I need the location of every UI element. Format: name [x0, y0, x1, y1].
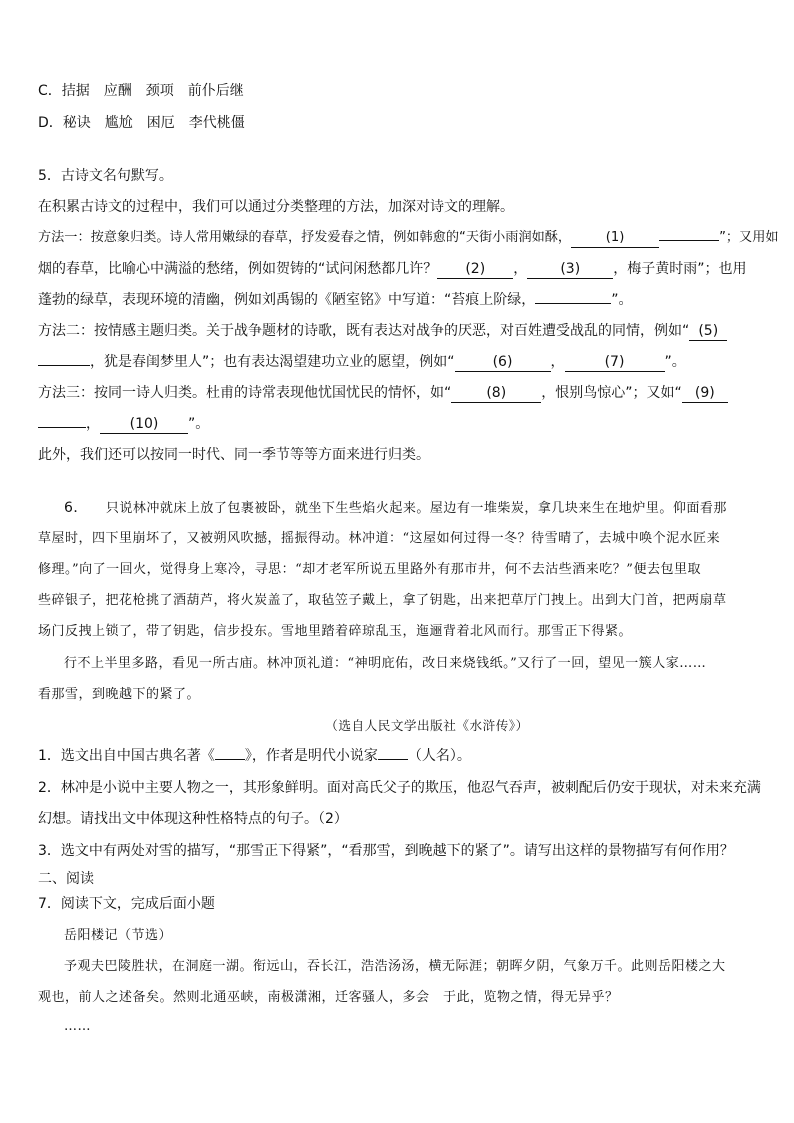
q6-para1-line1	[64, 497, 727, 520]
q5-method2-text-a: 方法二：按情感主题归类。关于战争题材的诗歌，既有表达对战争的厌恶，对百姓遭受战乱的同情，例如“	[38, 323, 690, 339]
blank-8-label: (8)	[486, 385, 507, 401]
q5-method1-text-e: 蓬勃的绿草，表现环境的清幽，例如刘禹锡的《陋室铭》中写道：“苔痕上阶绿，	[38, 292, 536, 308]
q6-number: 6．	[64, 500, 88, 516]
q5-method3-text-b: ，恨别鸟惊心”；又如“	[541, 385, 682, 401]
q5-method2-line2: ，犹是春闺梦里人”；也有表达渴望建功立业的愿望，例如“ (6) ， (7) ”。	[38, 351, 686, 373]
q5-method1-text-a: 方法一：按意象归类。诗人常用嫩绿的春草，抒发爱春之情，例如韩愈的“天街小雨润如酥，	[38, 230, 572, 245]
blank-10-label: (10)	[129, 416, 159, 432]
q7-title: 7．阅读下文，完成后面小题	[38, 896, 215, 912]
q5-method1-line1	[38, 227, 779, 249]
blank-5-cont[interactable]	[38, 365, 90, 366]
blank-5-label: (5)	[698, 323, 719, 339]
q6-para1-line3: 修理。”向了一回火，觉得身上寒冷，寻思：“却才老军所说五里路外有那市井，何不去沽些酒来吃？”便去包里取	[38, 562, 701, 577]
q5-method1-line3	[38, 289, 633, 311]
q6-question2-line1: 2．林冲是小说中主要人物之一，其形象鲜明。面对高氏父子的欺压，他忍气吞声，被刺配后仍安于现状，对未来充满	[38, 780, 761, 796]
blank-9-label: (9)	[694, 385, 715, 401]
q6-para1-line5: 场门反拽上锁了，带了钥匙，信步投东。雪地里踏着碎琼乱玉，迤逦背着北风而行。那雪正下得紧。	[38, 624, 633, 639]
q5-method3-line2: ， (10) ”。	[38, 413, 209, 435]
blank-6-label: (6)	[492, 354, 513, 370]
q7-ellipsis: ……	[64, 1019, 91, 1034]
blank-6[interactable]	[455, 353, 551, 372]
q5-method1-line2: 烟的春草，比喻心中满溢的愁绪，例如贺铸的“试问闲愁都几许？ (2) ， (3) ，梅子黄时雨”；也用	[38, 261, 747, 277]
q5-method1-text-c: 烟的春草，比喻心中满溢的愁绪，例如贺铸的“试问闲愁都几许？	[38, 261, 438, 277]
q5-title: 5．古诗文名句默写。	[38, 168, 173, 184]
blank-1-ext[interactable]	[659, 240, 719, 241]
blank-3-label: (3)	[560, 261, 581, 277]
blank-10[interactable]	[100, 415, 188, 434]
blank-1[interactable]	[571, 229, 659, 248]
blank-3[interactable]	[527, 260, 613, 279]
section2-heading: 二、阅读	[38, 871, 94, 887]
q5-method2-line1	[38, 320, 727, 342]
q6-q1-text-a: 1．选文出自中国古典名著《	[38, 748, 215, 764]
blank-9-cont[interactable]	[38, 427, 86, 428]
q4-option-c: C．拮据 应酬 颈项 前仆后继	[38, 83, 244, 99]
blank-5[interactable]	[689, 322, 727, 341]
q5-intro: 在积累古诗文的过程中，我们可以通过分类整理的方法，加深对诗文的理解。	[38, 199, 514, 215]
q7-subtitle: 岳阳楼记（节选）	[64, 928, 173, 943]
q6-q1-text-b: 》，作者是明代小说家	[244, 748, 378, 764]
q5-method3-line1	[38, 382, 728, 404]
q6-q1-text-c: （人名）。	[407, 748, 471, 764]
q6-question2-line2: 幻想。请找出文中体现这种性格特点的句子。（2）	[38, 811, 348, 827]
blank-8[interactable]	[451, 384, 541, 403]
q6-source: （选自人民文学出版社《水浒传》）	[325, 718, 529, 733]
q7-text-line1: 予观夫巴陵胜状，在洞庭一湖。衔远山，吞长江，浩浩汤汤，横无际涯；朝晖夕阴，气象万千。此则岳阳楼之大	[64, 959, 726, 974]
q5-method3-text-c: ”。	[188, 416, 210, 432]
q5-outro: 此外，我们还可以按同一时代、同一季节等等方面来进行归类。	[38, 447, 430, 463]
q5-method1-text-d: ，梅子黄时雨”；也用	[613, 261, 747, 277]
q5-method1-text-b: ”；又用如	[719, 230, 779, 245]
q5-method2-text-b: ，犹是春闺梦里人”；也有表达渴望建功立业的愿望，例如“	[90, 354, 455, 370]
blank-1-label: (1)	[605, 230, 625, 245]
q6-para1-line2: 草屋时，四下里崩坏了，又被朔风吹撼，摇振得动。林冲道：“这屋如何过得一冬？待雪晴了，去城中唤个泥水匠来	[38, 531, 721, 546]
q6-para2-line1: 行不上半里多路，看见一所古庙。林冲顶礼道：“神明庇佑，改日来烧钱纸。”又行了一回，望见一簇人家……	[64, 656, 707, 671]
q4-option-d: D．秘诀 尴尬 困厄 李代桃僵	[38, 115, 245, 131]
q6-para1-line4: 些碎银子，把花枪挑了酒葫芦，将火炭盖了，取毡笠子戴上，拿了钥匙，出来把草厅门拽上。出到大门首，把两扇草	[38, 593, 727, 608]
blank-2-label: (2)	[465, 261, 486, 277]
blank-7-label: (7)	[604, 354, 625, 370]
q6-blank-author[interactable]	[378, 759, 408, 760]
q6-para2-line2: 看那雪，到晚越下的紧了。	[38, 687, 201, 702]
q5-method2-text-c: ”。	[664, 354, 686, 370]
q7-text-line2: 观也，前人之述备矣。然则北通巫峡，南极潇湘，迁客骚人，多会 于此，览物之情，得无异乎？	[38, 990, 619, 1005]
q6-question1	[38, 745, 471, 767]
blank-4[interactable]	[535, 303, 611, 304]
q6-p1-l1-text: 只说林冲就床上放了包裹被卧，就坐下生些焰火起来。屋边有一堆柴炭，拿几块来生在地炉里。仰面看那	[105, 501, 727, 516]
blank-2[interactable]	[437, 260, 513, 279]
blank-7[interactable]	[565, 353, 665, 372]
blank-9[interactable]	[682, 384, 728, 403]
q5-method1-text-f: ”。	[611, 292, 633, 308]
q5-method3-text-a: 方法三：按同一诗人归类。杜甫的诗常表现他忧国忧民的情怀，如“	[38, 385, 452, 401]
q6-blank-book[interactable]	[215, 759, 245, 760]
q6-question3: 3．选文中有两处对雪的描写，“那雪正下得紧”，“看那雪，到晚越下的紧了”。请写出这样的景物描写有何作用？	[38, 843, 734, 859]
